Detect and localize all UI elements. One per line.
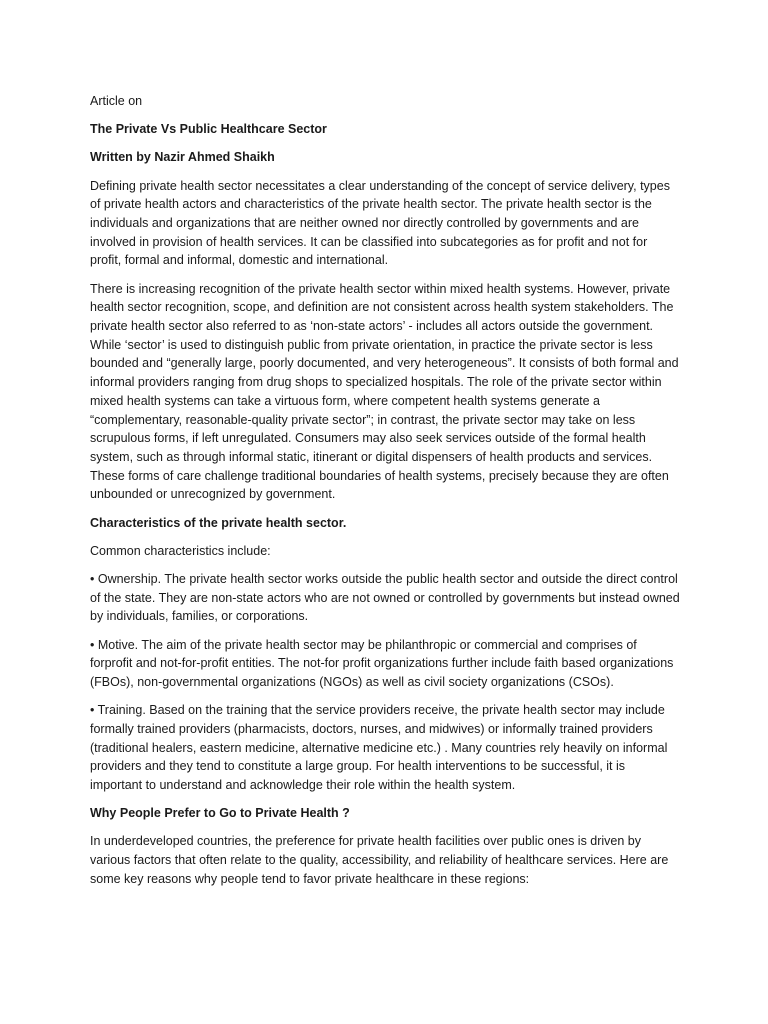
paragraph-definition: Defining private health sector necessitates a clear understanding of the concept of service delivery, types of private health actors and characteristics of the private health sector. The private health sector is the individuals and organizations that are neither owned nor directly controlled by governments and are involved in provision of health services. It can be classified into subcategories as for profit and not for profit, formal and informal, domestic and international. — [90, 178, 670, 268]
article-title: The Private Vs Public Healthcare Sector — [90, 122, 327, 137]
heading-characteristics: Characteristics of the private health sector. — [90, 515, 347, 530]
article-intro-line: Article on — [90, 94, 143, 108]
document-page — [90, 92, 680, 898]
paragraph-underdeveloped: In underdeveloped countries, the preference for private health facilities over public ones is driven by various factors that often relate to the quality, accessibility, and reliability of healthcare services. Here are some key reasons why people tend to favor private healthcare in these regions: — [90, 834, 669, 886]
common-characteristics-intro: Common characteristics include: — [90, 543, 271, 558]
heading-why-private: Why People Prefer to Go to Private Health ? — [90, 806, 350, 821]
bullet-motive: • Motive. The aim of the private health sector may be philanthropic or commercial and comprises of forprofit and not-for-profit entities. The not-for profit organizations further include faith based organizations (FBOs), non-governmental organizations (NGOs) as well as civil society organizations (CSOs). — [90, 637, 674, 689]
paragraph-recognition: There is increasing recognition of the private health sector within mixed health systems. However, private health sector recognition, scope, and definition are not consistent across health system stakeholders. The private health sector also referred to as ‘non-state actors’ - includes all actors outside the government. While ‘sector’ is used to distinguish public from private orientation, in practice the private sector is less bounded and “generally large, poorly documented, and very heterogeneous”. It consists of both formal and informal providers ranging from drug shops to specialized hospitals. The role of the private sector within mixed health systems can take a virtuous form, where competent health systems generate a “complementary, reasonable-quality private sector”; in contrast, the private sector may take on less scrupulous forms, if left unregulated. Consumers may also seek services outside of the formal health system, such as through informal static, itinerant or digital dispensers of health products and services. These forms of care challenge traditional boundaries of health systems, precisely because they are often unbounded or unrecognized by government. — [90, 281, 679, 502]
bullet-ownership: • Ownership. The private health sector works outside the public health sector and outside the direct control of the state. They are non-state actors who are not owned or controlled by governments but instead owned by individuals, families, or corporations. — [90, 571, 680, 624]
article-byline: Written by Nazir Ahmed Shaikh — [90, 150, 275, 165]
bullet-training: • Training. Based on the training that the service providers receive, the private health sector may include formally trained providers (pharmacists, doctors, nurses, and midwives) or informally trained providers (traditional healers, eastern medicine, alternative medicine etc.) . Many countries rely heavily on informal providers and they tend to constitute a large group. For health interventions to be successful, it is important to understand and acknowledge their role within the health system. — [90, 703, 668, 792]
